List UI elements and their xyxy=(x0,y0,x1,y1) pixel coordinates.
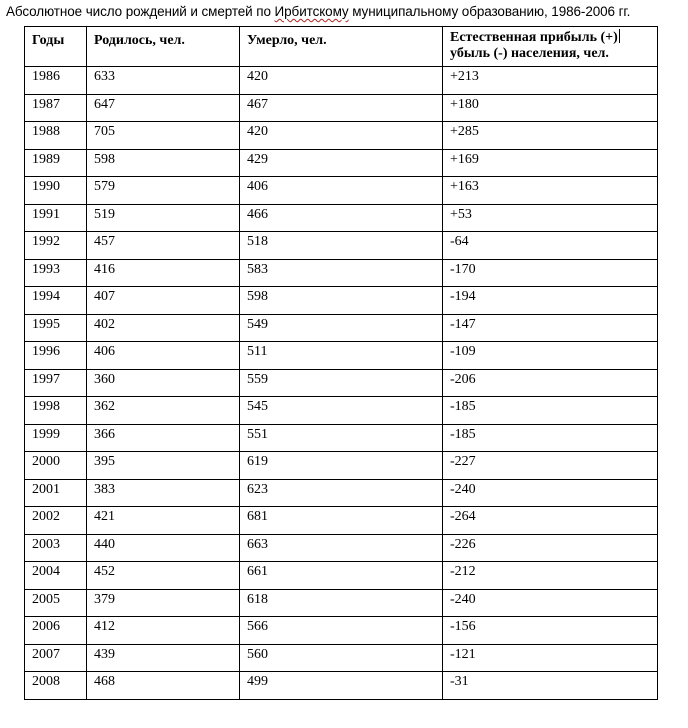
table-row xyxy=(25,452,658,480)
cell-died: 663 xyxy=(240,534,443,562)
cell-year: 2004 xyxy=(25,562,87,590)
cell-gain: +53 xyxy=(443,204,658,232)
cell-year: 1998 xyxy=(25,397,87,425)
cell-year: 2007 xyxy=(25,644,87,672)
cell-born: 633 xyxy=(87,67,240,95)
cell-year: 1986 xyxy=(25,67,87,95)
header-year: Годы xyxy=(25,27,87,67)
cell-gain: -194 xyxy=(443,287,658,315)
cell-born: 362 xyxy=(87,397,240,425)
cell-gain: -156 xyxy=(443,617,658,645)
table-row xyxy=(25,562,658,590)
cell-gain: -240 xyxy=(443,589,658,617)
cell-died: 549 xyxy=(240,314,443,342)
cell-died: 467 xyxy=(240,94,443,122)
caption-spellcheck-word[interactable]: Ирбитскому xyxy=(274,4,349,19)
cell-year: 1987 xyxy=(25,94,87,122)
cell-year: 2008 xyxy=(25,672,87,700)
cell-died: 618 xyxy=(240,589,443,617)
table-row xyxy=(25,259,658,287)
cell-born: 579 xyxy=(87,177,240,205)
header-natural-gain-line2: убыль (-) населения, чел. xyxy=(450,46,609,61)
table-row xyxy=(25,424,658,452)
cell-year: 1993 xyxy=(25,259,87,287)
cell-died: 681 xyxy=(240,507,443,535)
cell-died: 560 xyxy=(240,644,443,672)
table-row xyxy=(25,232,658,260)
cell-gain: +180 xyxy=(443,94,658,122)
table-row xyxy=(25,589,658,617)
cell-gain: -240 xyxy=(443,479,658,507)
caption-text-after: муниципальному образованию, 1986-2006 гг. xyxy=(348,4,631,19)
table-row xyxy=(25,397,658,425)
cell-died: 466 xyxy=(240,204,443,232)
cell-year: 1990 xyxy=(25,177,87,205)
cell-died: 583 xyxy=(240,259,443,287)
cell-gain: -226 xyxy=(443,534,658,562)
table-row xyxy=(25,672,658,700)
caption-text-before: Абсолютное число рождений и смертей по xyxy=(6,4,275,19)
cell-year: 1997 xyxy=(25,369,87,397)
cell-year: 2005 xyxy=(25,589,87,617)
cell-year: 1992 xyxy=(25,232,87,260)
cell-died: 566 xyxy=(240,617,443,645)
table-row xyxy=(25,287,658,315)
cell-died: 511 xyxy=(240,342,443,370)
table-row xyxy=(25,67,658,95)
cell-gain: -64 xyxy=(443,232,658,260)
cell-died: 429 xyxy=(240,149,443,177)
table-row xyxy=(25,122,658,150)
cell-born: 360 xyxy=(87,369,240,397)
cell-gain: -121 xyxy=(443,644,658,672)
cell-born: 468 xyxy=(87,672,240,700)
cell-died: 499 xyxy=(240,672,443,700)
cell-born: 402 xyxy=(87,314,240,342)
cell-year: 1999 xyxy=(25,424,87,452)
cell-died: 598 xyxy=(240,287,443,315)
cell-gain: -212 xyxy=(443,562,658,590)
cell-died: 619 xyxy=(240,452,443,480)
cell-died: 420 xyxy=(240,67,443,95)
cell-born: 407 xyxy=(87,287,240,315)
cell-died: 518 xyxy=(240,232,443,260)
table-row xyxy=(25,314,658,342)
cell-year: 1989 xyxy=(25,149,87,177)
table-header-row xyxy=(25,27,658,67)
cell-gain: +163 xyxy=(443,177,658,205)
table-row xyxy=(25,534,658,562)
table-row xyxy=(25,342,658,370)
header-natural-gain xyxy=(443,27,658,67)
cell-born: 383 xyxy=(87,479,240,507)
header-died: Умерло, чел. xyxy=(240,27,443,67)
table-row xyxy=(25,617,658,645)
table-row xyxy=(25,507,658,535)
cell-year: 2003 xyxy=(25,534,87,562)
cell-born: 412 xyxy=(87,617,240,645)
cell-year: 1988 xyxy=(25,122,87,150)
cell-year: 1991 xyxy=(25,204,87,232)
cell-gain: +213 xyxy=(443,67,658,95)
cell-year: 2000 xyxy=(25,452,87,480)
cell-gain: +169 xyxy=(443,149,658,177)
cell-year: 2001 xyxy=(25,479,87,507)
cell-gain: -109 xyxy=(443,342,658,370)
table-row xyxy=(25,369,658,397)
cell-gain: -185 xyxy=(443,424,658,452)
cell-year: 1995 xyxy=(25,314,87,342)
header-born: Родилось, чел. xyxy=(87,27,240,67)
cell-died: 551 xyxy=(240,424,443,452)
cell-year: 1994 xyxy=(25,287,87,315)
cell-gain: -264 xyxy=(443,507,658,535)
table-row xyxy=(25,149,658,177)
cell-born: 519 xyxy=(87,204,240,232)
cell-died: 623 xyxy=(240,479,443,507)
cell-gain: -170 xyxy=(443,259,658,287)
cell-born: 421 xyxy=(87,507,240,535)
table-body xyxy=(25,67,658,700)
cell-gain: -206 xyxy=(443,369,658,397)
cell-gain: -185 xyxy=(443,397,658,425)
cell-year: 1996 xyxy=(25,342,87,370)
cell-born: 439 xyxy=(87,644,240,672)
cell-gain: -31 xyxy=(443,672,658,700)
cell-died: 559 xyxy=(240,369,443,397)
table-row xyxy=(25,644,658,672)
cell-year: 2002 xyxy=(25,507,87,535)
cell-gain: +285 xyxy=(443,122,658,150)
table-caption xyxy=(6,4,630,19)
text-cursor xyxy=(619,29,620,43)
cell-born: 452 xyxy=(87,562,240,590)
table-row xyxy=(25,177,658,205)
cell-born: 598 xyxy=(87,149,240,177)
cell-born: 647 xyxy=(87,94,240,122)
cell-died: 406 xyxy=(240,177,443,205)
table-row xyxy=(25,479,658,507)
cell-gain: -227 xyxy=(443,452,658,480)
cell-born: 379 xyxy=(87,589,240,617)
table-row xyxy=(25,94,658,122)
cell-born: 395 xyxy=(87,452,240,480)
cell-born: 440 xyxy=(87,534,240,562)
cell-born: 406 xyxy=(87,342,240,370)
table-row xyxy=(25,204,658,232)
cell-born: 457 xyxy=(87,232,240,260)
header-natural-gain-line1: Естественная прибыль (+) xyxy=(450,30,618,45)
births-deaths-table xyxy=(24,26,658,700)
cell-died: 420 xyxy=(240,122,443,150)
cell-born: 416 xyxy=(87,259,240,287)
cell-died: 661 xyxy=(240,562,443,590)
cell-born: 366 xyxy=(87,424,240,452)
cell-born: 705 xyxy=(87,122,240,150)
cell-gain: -147 xyxy=(443,314,658,342)
cell-year: 2006 xyxy=(25,617,87,645)
cell-died: 545 xyxy=(240,397,443,425)
